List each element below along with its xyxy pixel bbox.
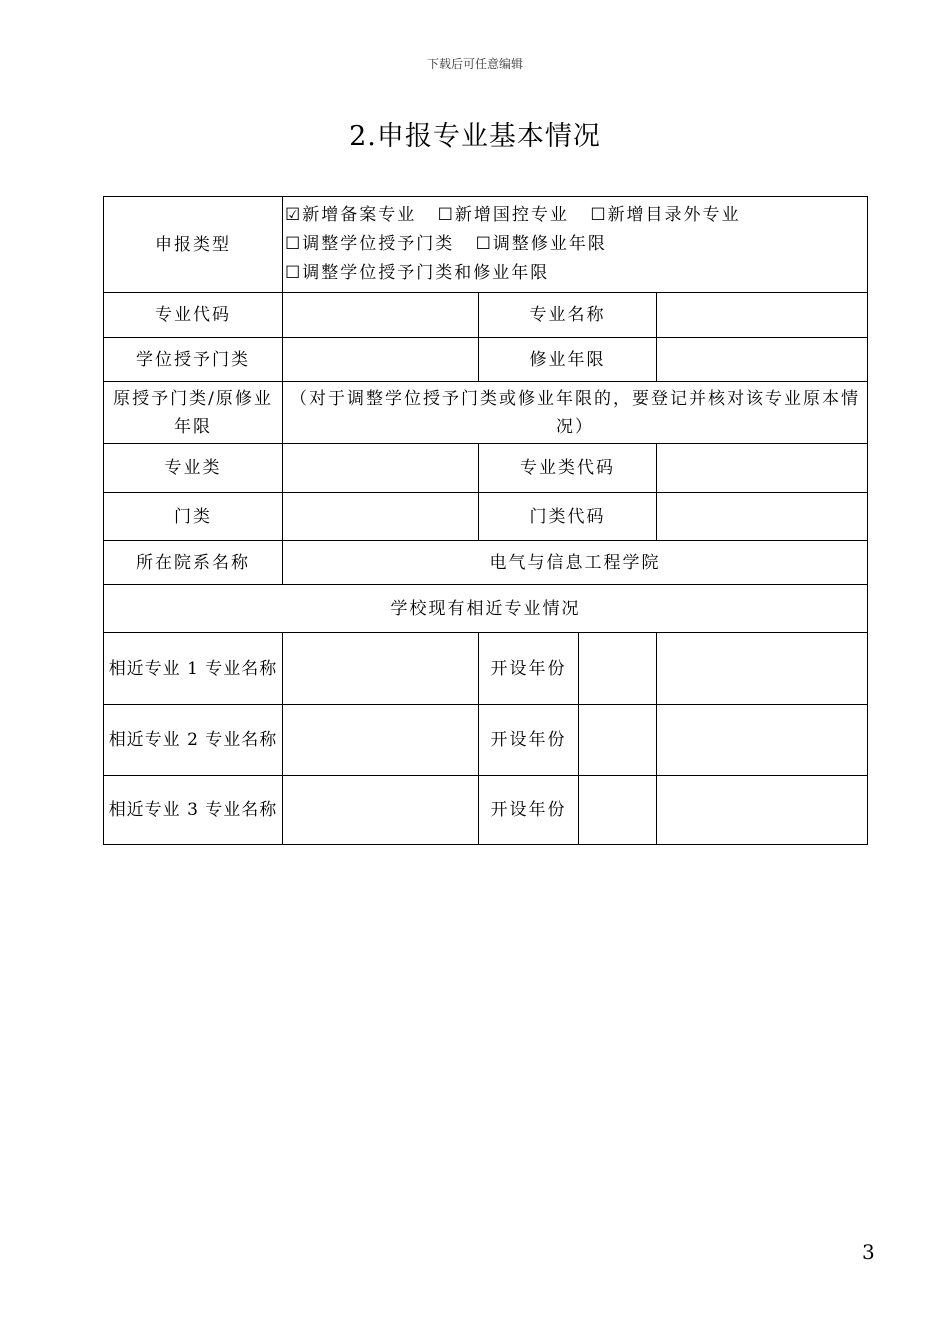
similar-major-label: 相近专业 1 专业名称 [104, 633, 283, 705]
category-code-field[interactable] [657, 493, 868, 541]
option-new-out-of-catalog-major[interactable] [590, 201, 740, 230]
option-label: 新增目录外专业 [607, 205, 741, 225]
checkbox-icon: ☐ [437, 205, 455, 225]
study-years-field[interactable] [657, 338, 868, 382]
header-note: 下载后可任意编辑 [426, 57, 523, 71]
founding-year-field[interactable] [579, 705, 657, 776]
option-new-state-controlled-major[interactable] [438, 201, 569, 230]
founding-year-field[interactable] [579, 776, 657, 845]
similar-major-extra-field[interactable] [657, 633, 868, 705]
category-field[interactable] [283, 493, 479, 541]
category-label: 门类 [104, 493, 283, 541]
original-category-years-note[interactable]: （对于调整学位授予门类或修业年限的，要登记并核对该专业原本情况） [283, 382, 868, 444]
application-type-label: 申报类型 [104, 197, 283, 293]
similar-majors-section-title: 学校现有相近专业情况 [104, 585, 868, 633]
founding-year-label: 开设年份 [479, 633, 579, 705]
major-code-field[interactable] [283, 293, 479, 338]
department-field[interactable]: 电气与信息工程学院 [283, 541, 868, 585]
similar-major-label: 相近专业 3 专业名称 [104, 776, 283, 845]
option-label: 调整学位授予门类和修业年限 [302, 263, 550, 283]
major-code-label: 专业代码 [104, 293, 283, 338]
option-label: 调整修业年限 [492, 234, 607, 254]
option-label: 新增国控专业 [454, 205, 569, 225]
similar-major-extra-field[interactable] [657, 776, 868, 845]
checkbox-checked-icon: ☑ [285, 205, 303, 225]
major-class-code-label: 专业类代码 [479, 444, 657, 493]
checkbox-icon: ☐ [285, 263, 303, 283]
similar-major-row [104, 705, 868, 776]
original-category-years-label: 原授予门类/原修业年限 [104, 382, 283, 444]
similar-major-extra-field[interactable] [657, 705, 868, 776]
major-class-field[interactable] [283, 444, 479, 493]
similar-major-row [104, 633, 868, 705]
major-name-field[interactable] [657, 293, 868, 338]
study-years-label: 修业年限 [479, 338, 657, 382]
founding-year-field[interactable] [579, 633, 657, 705]
option-new-record-major[interactable] [285, 201, 416, 230]
similar-major-name-field[interactable] [283, 633, 479, 705]
degree-category-label: 学位授予门类 [104, 338, 283, 382]
application-type-options [283, 197, 868, 293]
similar-major-name-field[interactable] [283, 705, 479, 776]
similar-major-row [104, 776, 868, 845]
major-name-label: 专业名称 [479, 293, 657, 338]
founding-year-label: 开设年份 [479, 776, 579, 845]
similar-major-name-field[interactable] [283, 776, 479, 845]
major-class-code-field[interactable] [657, 444, 868, 493]
checkbox-icon: ☐ [475, 234, 493, 254]
checkbox-icon: ☐ [285, 234, 303, 254]
option-label: 调整学位授予门类 [302, 234, 455, 254]
page-number: 3 [862, 1240, 875, 1264]
similar-major-label: 相近专业 2 专业名称 [104, 705, 283, 776]
founding-year-label: 开设年份 [479, 705, 579, 776]
major-class-label: 专业类 [104, 444, 283, 493]
category-code-label: 门类代码 [479, 493, 657, 541]
option-adjust-degree-category[interactable] [285, 230, 454, 259]
page-title: 2.申报专业基本情况 [349, 121, 601, 152]
option-adjust-study-years[interactable] [476, 230, 607, 259]
option-label: 新增备案专业 [302, 205, 417, 225]
degree-category-field[interactable] [283, 338, 479, 382]
option-adjust-degree-and-years[interactable] [285, 259, 549, 288]
department-label: 所在院系名称 [104, 541, 283, 585]
application-form-table [103, 196, 868, 845]
checkbox-icon: ☐ [590, 205, 608, 225]
